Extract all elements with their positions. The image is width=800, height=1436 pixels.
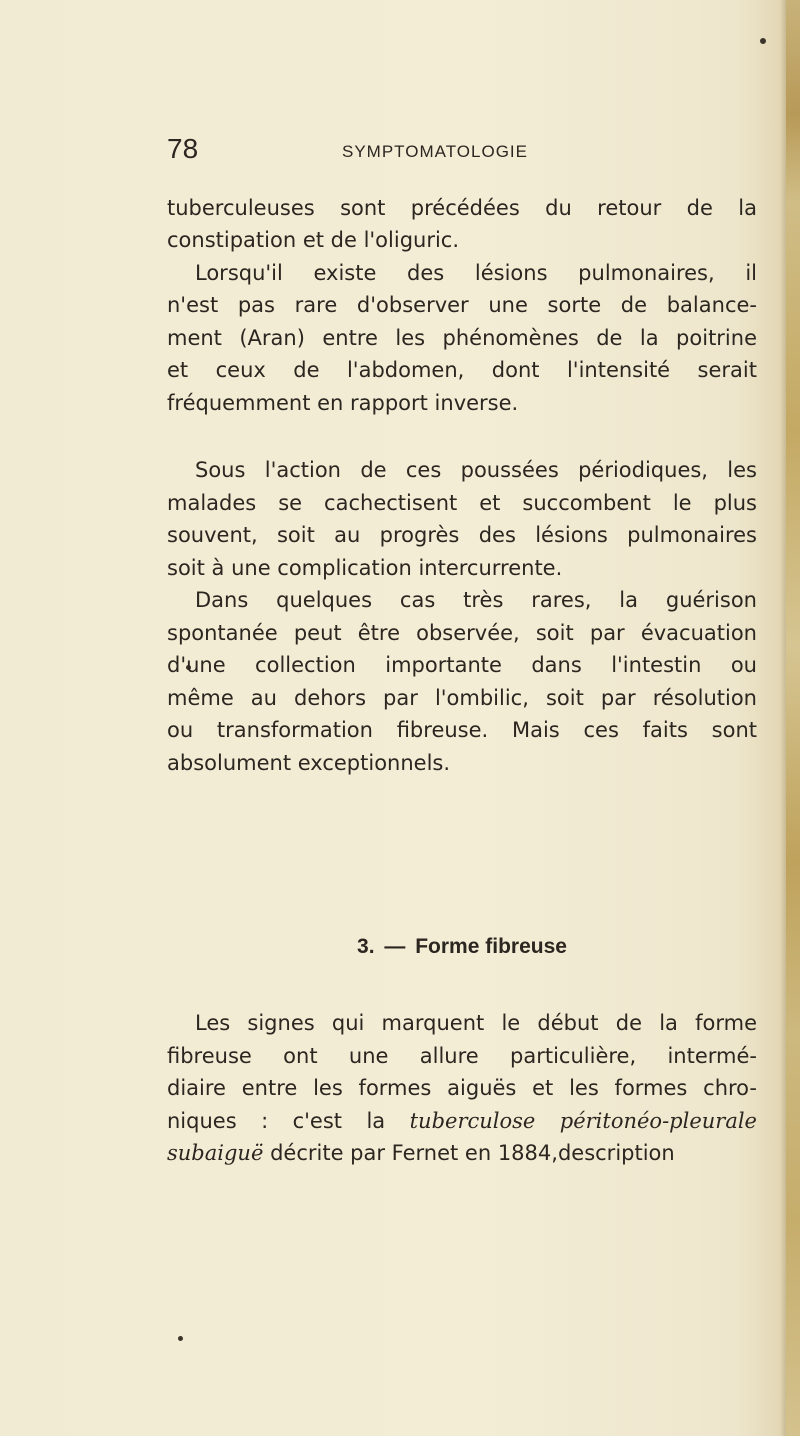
text-line: malades se cachectisent et succombent le plus (167, 491, 757, 515)
text-line: diaire entre les formes aiguës et les formes chro- (167, 1076, 757, 1100)
page-header (167, 133, 767, 173)
text-line: constipation et de l'oliguric. (167, 228, 460, 252)
speck-top (760, 38, 766, 44)
text-line: soit à une complication intercurrente. (167, 556, 563, 580)
text-line: n'est pas rare d'observer une sorte de balance- (167, 293, 757, 317)
text-line (167, 1138, 757, 1168)
italic-term: tuberculose péritonéo-pleurale (409, 1109, 757, 1133)
text-line: fréquemment en rapport inverse. (167, 391, 519, 415)
section-dash: — (384, 935, 406, 958)
text-line: tuberculeuses sont précédées du retour de la (167, 196, 757, 220)
text-line (167, 1106, 757, 1136)
text-run: décrite par Fernet en 1884,description (263, 1141, 675, 1165)
text-line: Les signes qui marquent le début de la forme (195, 1011, 757, 1035)
text-line: Dans quelques cas très rares, la guérison (195, 588, 757, 612)
text-line: spontanée peut être observée, soit par évacuation (167, 621, 757, 645)
section-title: Forme fibreuse (415, 935, 567, 958)
italic-term: subaiguë (167, 1141, 264, 1165)
text-run: niques : c'est la (167, 1109, 410, 1133)
text-line: même au dehors par l'ombilic, soit par résolution (167, 686, 757, 710)
text-line: d'une collection importante dans l'intestin ou (167, 653, 757, 677)
section-number: 3. (357, 935, 375, 958)
text-line: ment (Aran) entre les phénomènes de la poitrine (167, 326, 757, 350)
speck-bottom (178, 1336, 183, 1341)
text-line: fibreuse ont une allure particulière, intermé- (167, 1044, 757, 1068)
text-line: absolument exceptionnels. (167, 751, 451, 775)
text-line: ou transformation fibreuse. Mais ces faits sont (167, 718, 757, 742)
text-line: et ceux de l'abdomen, dont l'intensité serait (167, 358, 757, 382)
running-head: SYMPTOMATOLOGIE (342, 142, 528, 161)
section-heading (167, 935, 757, 959)
page-edge (786, 0, 800, 1436)
text-line: Lorsqu'il existe des lésions pulmonaires, il (195, 261, 757, 285)
text-line: souvent, soit au progrès des lésions pulmonaires (167, 523, 757, 547)
page-number: 78 (167, 133, 199, 164)
text-line: Sous l'action de ces poussées périodiques, les (195, 458, 757, 482)
